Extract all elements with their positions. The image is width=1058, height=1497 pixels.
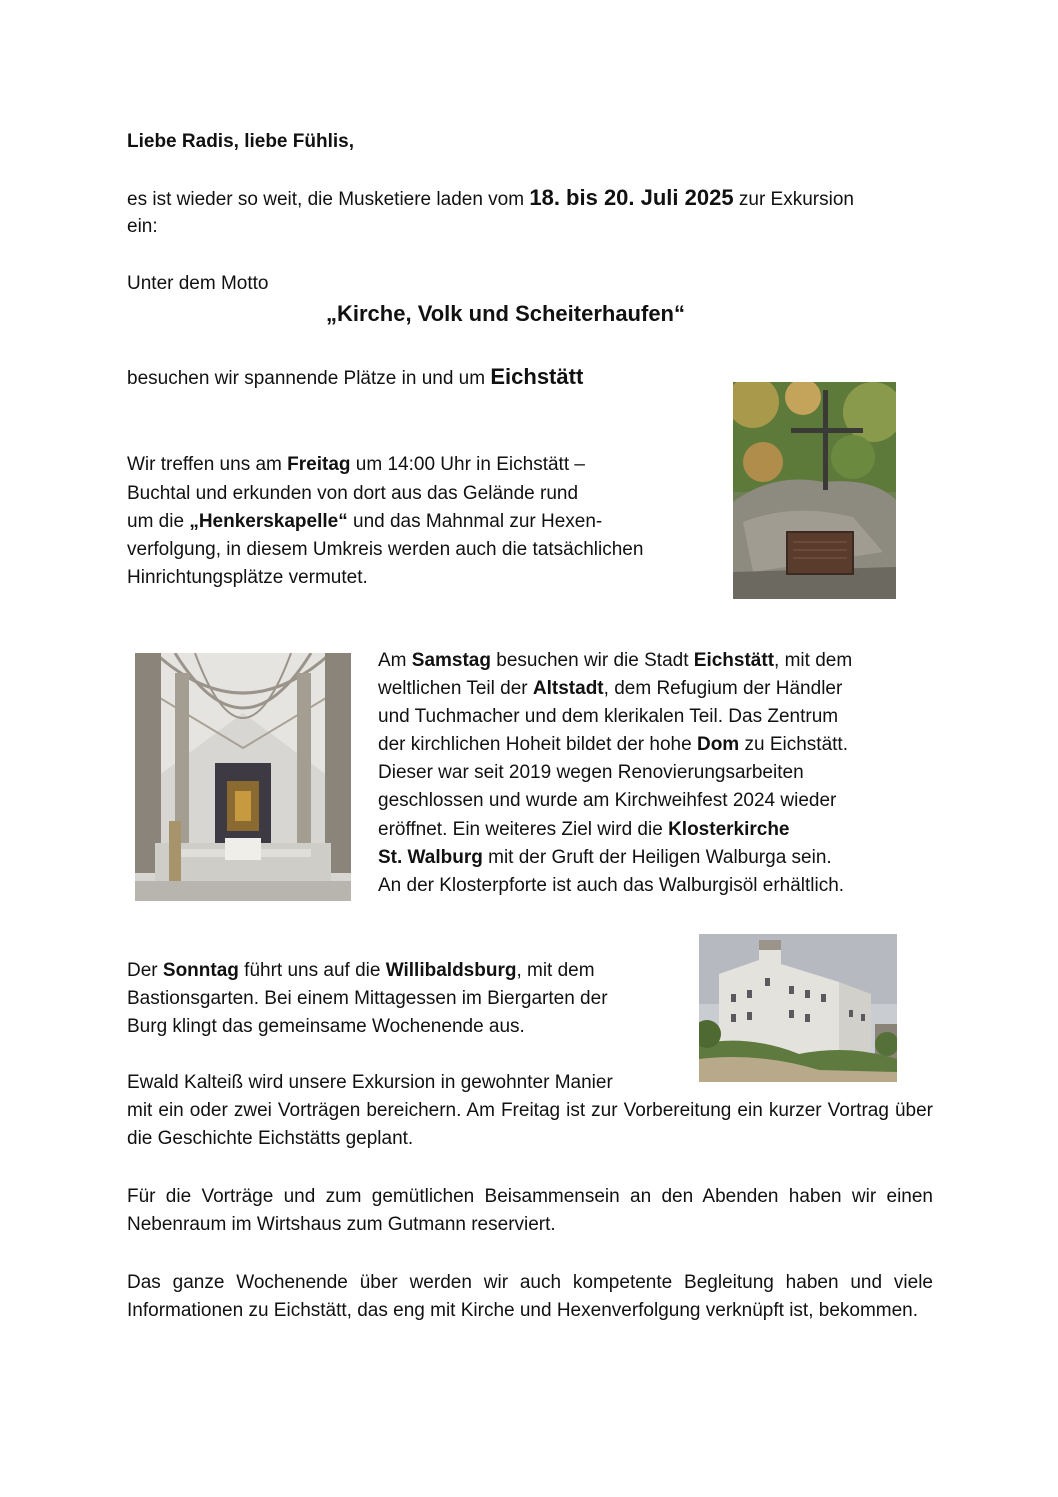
sunday-l1-post: , mit dem xyxy=(516,960,595,981)
sunday-line-1 xyxy=(127,957,595,985)
friday-l3-bold: „Henkerskapelle“ xyxy=(189,511,348,532)
evenings-paragraph: Für die Vorträge und zum gemütlichen Beisammensein an den Abenden haben wir einen Nebenraum im Wirtshaus zum Gutmann reserviert. xyxy=(127,1186,933,1235)
saturday-line-2 xyxy=(378,675,842,703)
saturday-l8-post: mit der Gruft der Heiligen Walburga sein. xyxy=(482,847,832,868)
greeting: Liebe Radis, liebe Fühlis, xyxy=(127,131,354,152)
sunday-l1-mid: führt uns auf die xyxy=(238,960,386,981)
sunday-day: Sonntag xyxy=(162,960,239,981)
saturday-l1-mid: besuchen wir die Stadt xyxy=(490,650,694,671)
event-dates: 18. bis 20. Juli 2025 xyxy=(529,185,734,210)
friday-l1-pre: Wir treffen uns am xyxy=(127,454,288,475)
saturday-l7-pre: eröffnet. Ein weiteres Ziel wird die xyxy=(378,819,669,840)
saturday-city: Eichstätt xyxy=(693,650,775,671)
visit-place: Eichstätt xyxy=(490,364,584,389)
saturday-l4-pre: der kirchlichen Hoheit bildet der hohe xyxy=(378,734,697,755)
cross-on-rock-photo xyxy=(733,382,896,599)
willibaldsburg-castle-photo xyxy=(699,934,897,1082)
sunday-l1-pre: Der xyxy=(127,960,163,981)
saturday-line-8 xyxy=(378,844,832,872)
intro-line-2: ein: xyxy=(127,216,158,237)
saturday-l1-pre: Am xyxy=(378,650,412,671)
saturday-l2-pre: weltlichen Teil der xyxy=(378,678,533,699)
friday-line-3 xyxy=(127,508,602,536)
visit-pre: besuchen wir spannende Plätze in und um xyxy=(127,368,491,389)
saturday-line-5: Dieser war seit 2019 wegen Renovierungsarbeiten xyxy=(378,762,804,783)
sunday-line-2: Bastionsgarten. Bei einem Mittagessen im Biergarten der xyxy=(127,988,608,1009)
sunday-l1-bold: Willibaldsburg xyxy=(385,960,517,981)
friday-line-4: verfolgung, in diesem Umkreis werden auch die tatsächlichen xyxy=(127,539,644,560)
speaker-line-1: Ewald Kalteiß wird unsere Exkursion in gewohnter Manier xyxy=(127,1072,613,1093)
motto-title: „Kirche, Volk und Scheiterhaufen“ xyxy=(326,301,685,326)
intro-line xyxy=(127,184,854,214)
saturday-l1-post: , mit dem xyxy=(774,650,853,671)
friday-day: Freitag xyxy=(287,454,351,475)
sunday-line-3: Burg klingt das gemeinsame Wochenende aus. xyxy=(127,1016,525,1037)
saturday-l7-bold: Klosterkirche xyxy=(668,819,790,840)
saturday-line-1 xyxy=(378,647,852,675)
intro-pre: es ist wieder so weit, die Musketiere laden vom xyxy=(127,189,530,210)
saturday-line-6: geschlossen und wurde am Kirchweihfest 2024 wieder xyxy=(378,790,837,811)
friday-line-5: Hinrichtungsplätze vermutet. xyxy=(127,567,368,588)
closing-paragraph: Das ganze Wochenende über werden wir auch kompetente Begleitung haben und viele Informationen zu Eichstätt, das eng mit Kirche und Hexenverfolgung verknüpft ist, bekommen. xyxy=(127,1272,933,1321)
saturday-l8-bold: St. Walburg xyxy=(378,847,483,868)
church-interior-photo xyxy=(135,653,351,901)
saturday-line-9: An der Klosterpforte ist auch das Walburgisöl erhältlich. xyxy=(378,875,845,896)
friday-l3-post: und das Mahnmal zur Hexen- xyxy=(347,511,603,532)
saturday-line-4 xyxy=(378,731,848,759)
intro-post: zur Exkursion xyxy=(733,189,854,210)
saturday-l4-post: zu Eichstätt. xyxy=(739,734,848,755)
motto-lead: Unter dem Motto xyxy=(127,273,269,294)
saturday-l2-bold: Altstadt xyxy=(532,678,604,699)
saturday-day: Samstag xyxy=(411,650,491,671)
saturday-line-3: und Tuchmacher und dem klerikalen Teil. Das Zentrum xyxy=(378,706,839,727)
friday-line-2: Buchtal und erkunden von dort aus das Gelände rund xyxy=(127,483,579,504)
saturday-l2-post: , dem Refugium der Händler xyxy=(603,678,843,699)
friday-line-1 xyxy=(127,451,585,479)
friday-l1-post: um 14:00 Uhr in Eichstätt – xyxy=(350,454,585,475)
saturday-line-7 xyxy=(378,816,790,844)
saturday-l4-bold: Dom xyxy=(696,734,740,755)
speaker-rest: mit ein oder zwei Vorträgen bereichern. Am Freitag ist zur Vorbereitung ein kurzer Vortrag über die Geschichte Eichstätts geplant. xyxy=(127,1100,933,1149)
friday-l3-pre: um die xyxy=(127,511,190,532)
visit-line xyxy=(127,363,583,393)
